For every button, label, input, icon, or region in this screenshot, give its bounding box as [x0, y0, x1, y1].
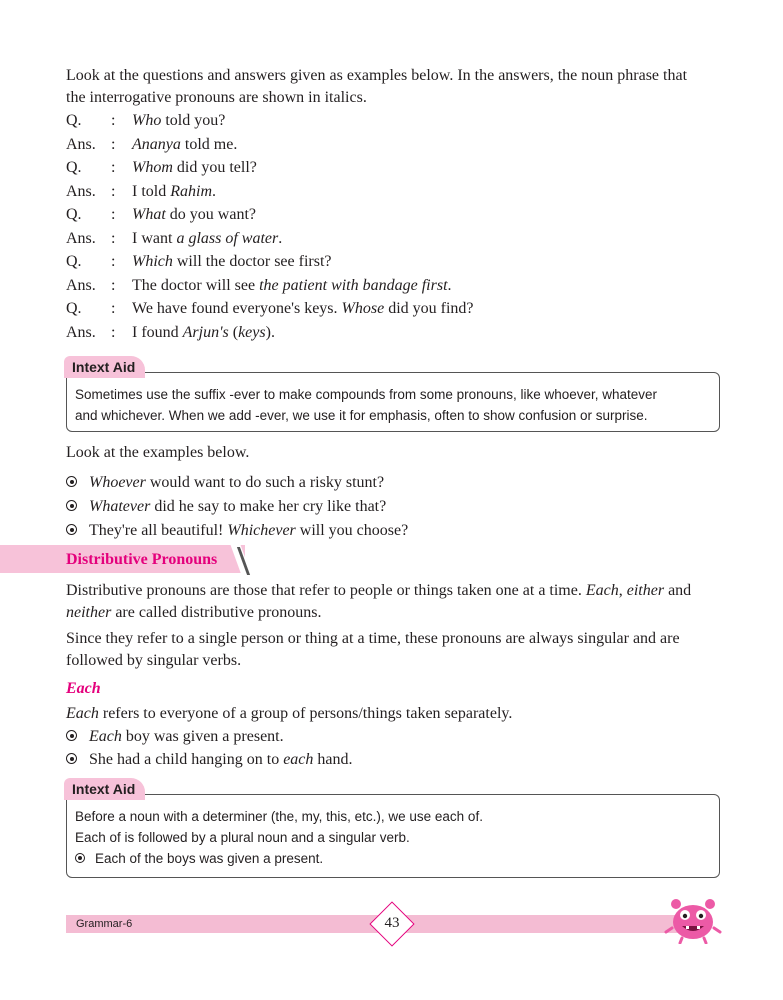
aid2-line-3-text: Each of the boys was given a present. — [95, 851, 324, 866]
qa-em: a glass of water — [176, 229, 279, 247]
qa-rest: will the doctor see first? — [172, 253, 332, 270]
qa-em: Ananya — [132, 135, 181, 153]
section-paragraph-2 — [66, 628, 726, 672]
qa-colon: : — [111, 229, 116, 247]
qa-text — [132, 110, 225, 132]
example-rest: will you choose? — [295, 522, 409, 539]
qa-role: Ans. — [66, 135, 96, 153]
qa-rest: . — [212, 182, 216, 200]
p1-em: neither — [66, 604, 112, 621]
qa-pre: I want — [132, 229, 177, 247]
each-subtitle: Each — [66, 680, 101, 697]
qa-colon: : — [111, 112, 116, 129]
p1-text: are called distributive pronouns. — [111, 604, 322, 621]
qa-rest: did you tell? — [172, 159, 257, 176]
qa-rest: . — [447, 276, 452, 294]
qa-em: Whose — [341, 300, 385, 317]
qa-em: Arjun's — [182, 323, 229, 341]
each-ex-em: each — [283, 751, 314, 768]
p1-text: and — [664, 582, 692, 599]
each-ex-pre: She had a child hanging on to — [89, 751, 284, 768]
qa-role: Ans. — [66, 323, 96, 341]
intext-aid-box-2 — [66, 794, 720, 878]
qa-em: Which — [132, 253, 173, 270]
each-definition — [66, 703, 512, 725]
qa-colon: : — [111, 182, 116, 200]
page-number: 43 — [384, 915, 400, 931]
each-ex-em: Each — [89, 728, 122, 745]
intext-aid-box-1 — [66, 372, 720, 432]
each-example-bullet — [66, 726, 284, 748]
qa-colon: : — [111, 135, 116, 153]
qa-rest: ). — [265, 323, 275, 341]
aid2-line-3 — [75, 848, 711, 870]
circled-dot-icon — [66, 476, 77, 487]
qa-text — [132, 275, 452, 297]
section-title: Distributive Pronouns — [66, 551, 218, 568]
p1-text: Distributive pronouns are those that refer to people or things taken one at a time. — [66, 582, 586, 599]
p1-em: either — [626, 582, 665, 599]
circled-dot-icon — [75, 853, 85, 863]
intro-line-1: Look at the questions and answers given as examples below. In the answers, the noun phrase that — [66, 67, 688, 84]
each-def-rest: refers to everyone of a group of persons/things taken separately. — [98, 705, 513, 722]
circled-dot-icon — [66, 500, 77, 511]
example-em: Whichever — [227, 522, 296, 539]
each-def-em: Each — [66, 705, 99, 722]
section-paragraph-1 — [66, 580, 726, 624]
example-bullet — [66, 496, 386, 518]
qa-rest: . — [278, 229, 283, 247]
qa-rest: ( — [228, 323, 239, 341]
pink-monster-mascot-icon — [664, 892, 722, 944]
qa-role: Q. — [66, 300, 82, 317]
qa-pre: I told — [132, 182, 171, 200]
example-em: Whatever — [89, 498, 151, 515]
section-p1-line-2 — [66, 602, 726, 624]
qa-colon: : — [111, 300, 116, 317]
each-example-bullet — [66, 749, 353, 771]
example-bullet — [66, 472, 384, 494]
aid2-line-2: Each of is followed by a plural noun and a singular verb. — [75, 830, 410, 845]
qa-colon: : — [111, 276, 116, 294]
p1-text: , — [618, 582, 627, 599]
example-rest: would want to do such a risky stunt? — [145, 474, 385, 491]
qa-text — [132, 251, 332, 273]
qa-text — [132, 322, 275, 344]
section-p1-line-1 — [66, 580, 726, 602]
qa-em: Whom — [132, 159, 173, 176]
qa-em: the patient with bandage first — [259, 276, 448, 294]
qa-em: What — [132, 206, 166, 223]
footer-book-title: Grammar-6 — [76, 918, 133, 930]
each-ex-rest: boy was given a present. — [121, 728, 284, 745]
qa-role: Q. — [66, 253, 82, 270]
qa-rest: do you want? — [165, 206, 256, 223]
qa-role: Q. — [66, 112, 82, 129]
p1-em: Each — [585, 582, 619, 599]
qa-text — [132, 228, 282, 250]
qa-role: Ans. — [66, 182, 96, 200]
examples-intro: Look at the examples below. — [66, 444, 250, 461]
qa-text — [132, 181, 216, 203]
qa-pre: I found — [132, 323, 183, 341]
aid2-line-1: Before a noun with a determiner (the, my, this, etc.), we use each of. — [75, 809, 483, 824]
qa-em: keys — [238, 323, 266, 341]
qa-colon: : — [111, 206, 116, 223]
qa-colon: : — [111, 253, 116, 270]
aid1-line-2: and whichever. When we add -ever, we use it for emphasis, often to show confusion or surprise. — [75, 408, 648, 423]
example-rest: did he say to make her cry like that? — [150, 498, 387, 515]
qa-pre: We have found everyone's keys. — [132, 300, 342, 317]
example-bullet — [66, 520, 408, 542]
qa-role: Ans. — [66, 229, 96, 247]
qa-text — [132, 157, 257, 179]
qa-role: Ans. — [66, 276, 96, 294]
circled-dot-icon — [66, 730, 77, 741]
section-p2-line-2: followed by singular verbs. — [66, 652, 242, 669]
qa-text — [132, 298, 474, 320]
qa-role: Q. — [66, 159, 82, 176]
qa-rest: did you find? — [384, 300, 474, 317]
intro-paragraph — [66, 65, 726, 109]
intro-line-2: the interrogative pronouns are shown in italics. — [66, 89, 367, 106]
example-em: Whoever — [89, 474, 146, 491]
qa-text — [132, 134, 237, 156]
qa-text — [132, 204, 256, 226]
example-pre: They're all beautiful! — [89, 522, 228, 539]
qa-role: Q. — [66, 206, 82, 223]
intext-aid-title-1: Intext Aid — [64, 356, 145, 378]
qa-rest: told me. — [180, 135, 238, 153]
qa-em: Rahim — [170, 182, 212, 200]
qa-em: Who — [132, 112, 162, 129]
qa-colon: : — [111, 323, 116, 341]
each-ex-rest: hand. — [313, 751, 353, 768]
qa-rest: told you? — [161, 112, 226, 129]
circled-dot-icon — [66, 753, 77, 764]
qa-pre: The doctor will see — [132, 276, 260, 294]
aid1-line-1: Sometimes use the suffix -ever to make compounds from some pronouns, like whoever, whatever — [75, 387, 658, 402]
intext-aid-title-2: Intext Aid — [64, 778, 145, 800]
circled-dot-icon — [66, 524, 77, 535]
section-p2-line-1: Since they refer to a single person or thing at a time, these pronouns are always singular and are — [66, 630, 680, 647]
qa-colon: : — [111, 159, 116, 176]
